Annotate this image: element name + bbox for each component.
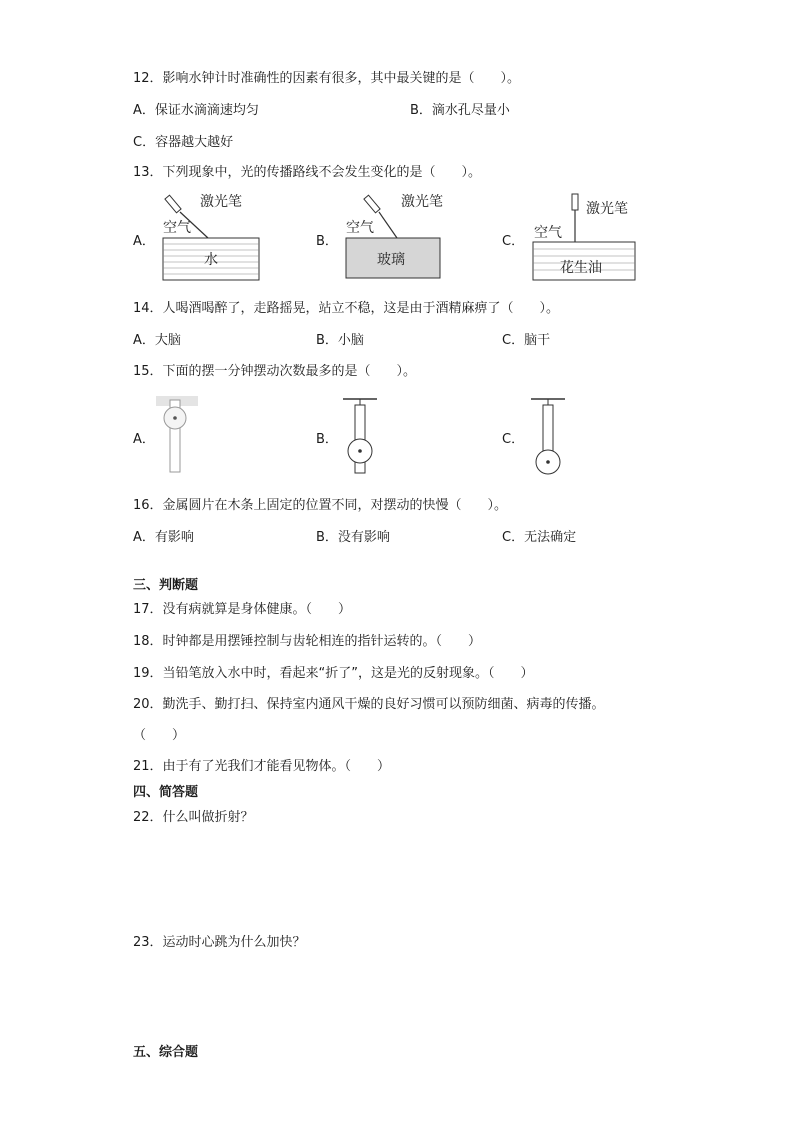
- question-16-option-c: C．无法确定: [502, 530, 577, 545]
- section-heading-short-answer: 四、简答题: [133, 785, 199, 800]
- question-13-stem: 13．下列现象中，光的传播路线不会发生变化的是（ ）。: [133, 165, 482, 180]
- label-laser-pen: 激光笔: [200, 194, 242, 210]
- figure-laser-glass: [341, 192, 451, 287]
- pendulum-b-figure: [335, 395, 385, 480]
- question-22: 22．什么叫做折射？: [133, 810, 254, 825]
- question-12-stem: 12．影响水钟计时准确性的因素有很多，其中最关键的是（ ）。: [133, 71, 521, 86]
- question-17: 17．没有病就算是身体健康。（ ）: [133, 602, 352, 617]
- question-23: 23．运动时心跳为什么加快？: [133, 935, 306, 950]
- question-21: 21．由于有了光我们才能看见物体。（ ）: [133, 759, 391, 774]
- question-13-option-a: A．: [133, 234, 155, 249]
- label-air: 空气: [346, 220, 374, 236]
- laser-pen-icon: [572, 194, 578, 210]
- question-12-option-a: A．保证水滴滴速均匀: [133, 103, 259, 118]
- label-air: 空气: [163, 220, 191, 236]
- label-medium: 花生油: [560, 260, 602, 276]
- question-16-stem: 16．金属圆片在木条上固定的位置不同，对摆动的快慢（ ）。: [133, 498, 508, 513]
- label-medium: 水: [204, 252, 218, 268]
- section-heading-comprehensive: 五、综合题: [133, 1045, 199, 1060]
- question-15-option-b: B．: [316, 432, 338, 447]
- question-18: 18．时钟都是用摆锤控制与齿轮相连的指针运转的。（ ）: [133, 634, 482, 649]
- question-19: 19．当铅笔放入水中时，看起来“折了”，这是光的反射现象。（ ）: [133, 666, 534, 681]
- question-16-option-b: B．没有影响: [316, 530, 390, 545]
- question-20-answer-paren: （ ）: [133, 728, 186, 743]
- laser-pen-icon: [364, 195, 380, 213]
- label-medium: 玻璃: [377, 252, 405, 268]
- question-15-option-c: C．: [502, 432, 525, 447]
- question-15-option-a: A．: [133, 432, 155, 447]
- question-12-option-c: C．容器越大越好: [133, 135, 234, 150]
- label-laser-pen: 激光笔: [586, 201, 628, 217]
- label-air: 空气: [534, 225, 562, 241]
- question-15-stem: 15．下面的摆一分钟摆动次数最多的是（ ）。: [133, 364, 417, 379]
- question-14-option-a: A．大脑: [133, 333, 181, 348]
- laser-pen-icon: [165, 195, 181, 213]
- question-16-option-a: A．有影响: [133, 530, 194, 545]
- label-laser-pen: 激光笔: [401, 194, 443, 210]
- section-heading-judgment: 三、判断题: [133, 578, 199, 593]
- question-13-option-c: C．: [502, 234, 525, 249]
- pendulum-a-figure: [152, 390, 202, 475]
- figure-laser-water: [158, 192, 268, 287]
- light-ray: [379, 212, 397, 238]
- figure-laser-oil: [530, 192, 645, 287]
- pendulum-c-figure: [523, 395, 573, 480]
- question-14-stem: 14．人喝酒喝醉了，走路摇晃，站立不稳，这是由于酒精麻痹了（ ）。: [133, 301, 560, 316]
- question-13-option-b: B．: [316, 234, 338, 249]
- question-14-option-b: B．小脑: [316, 333, 364, 348]
- question-20: 20．勤洗手、勤打扫、保持室内通风干燥的良好习惯可以预防细菌、病毒的传播。: [133, 697, 605, 712]
- question-12-option-b: B．滴水孔尽量小: [410, 103, 510, 118]
- question-14-option-c: C．脑干: [502, 333, 551, 348]
